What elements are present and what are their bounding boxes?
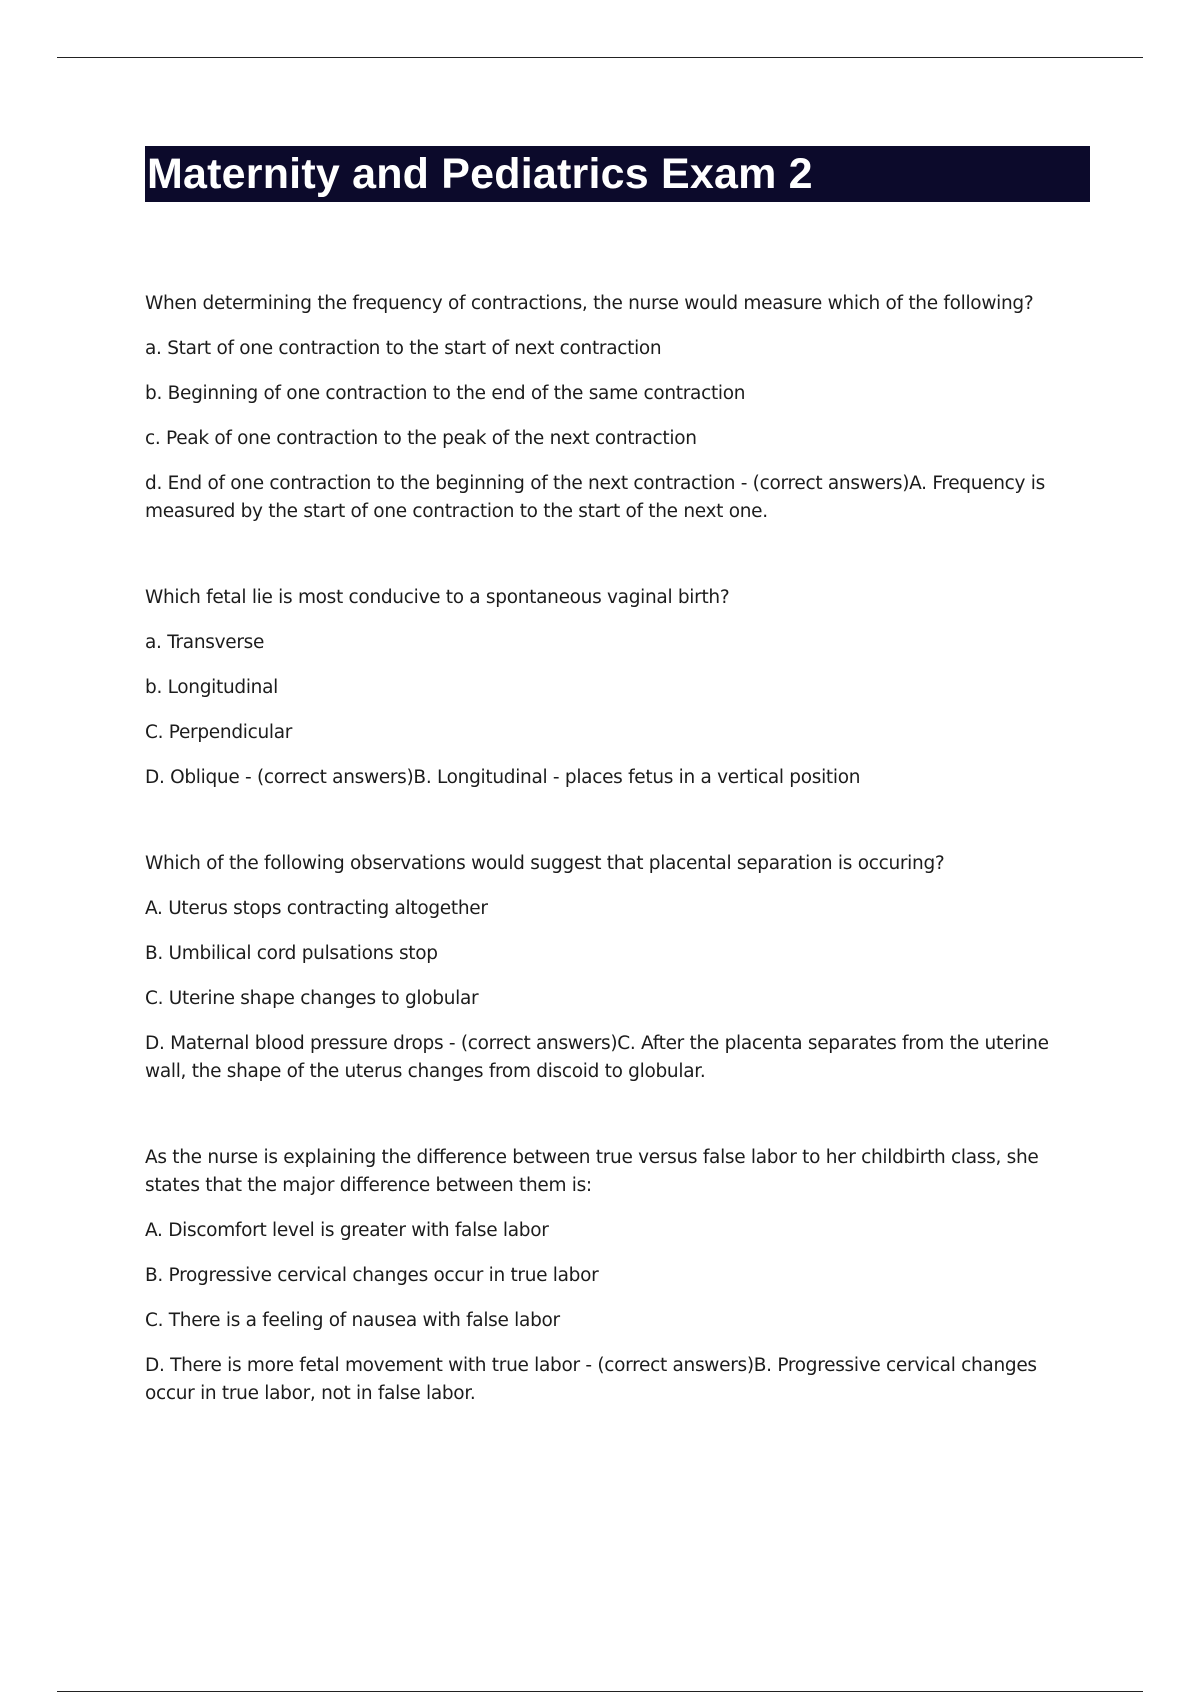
answer-option: b. Beginning of one contraction to the end of the same contraction	[145, 383, 746, 404]
answer-option: A. Discomfort level is greater with false labor	[145, 1220, 549, 1241]
document-title: Maternity and Pediatrics Exam 2	[147, 149, 813, 198]
answer-option: a. Start of one contraction to the start of next contraction	[145, 338, 662, 359]
answer-option: B. Umbilical cord pulsations stop	[145, 943, 438, 964]
question-block	[145, 850, 1090, 1086]
answer-option-with-rationale: D. Oblique - (correct answers)B. Longitudinal - places fetus in a vertical position	[145, 767, 861, 788]
answer-option-with-rationale: D. There is more fetal movement with true labor - (correct answers)B. Progressive cervical changes occur in true labor, not in false labor.	[145, 1355, 1037, 1404]
answer-option: b. Longitudinal	[145, 677, 278, 698]
answer-option-with-rationale: D. Maternal blood pressure drops - (correct answers)C. After the placenta separates from the uterine wall, the shape of the uterus changes from discoid to globular.	[145, 1033, 1049, 1082]
title-banner	[145, 146, 1090, 202]
page-content	[145, 146, 1090, 1466]
question-block	[145, 584, 1090, 792]
answer-option: C. Uterine shape changes to globular	[145, 988, 479, 1009]
bottom-rule	[57, 1691, 1143, 1692]
answer-option: C. Perpendicular	[145, 722, 293, 743]
question-prompt: Which of the following observations would suggest that placental separation is occuring?	[145, 853, 945, 874]
answer-option: A. Uterus stops contracting altogether	[145, 898, 488, 919]
top-rule	[57, 57, 1143, 58]
question-prompt: Which fetal lie is most conducive to a spontaneous vaginal birth?	[145, 587, 730, 608]
answer-option: c. Peak of one contraction to the peak of the next contraction	[145, 428, 697, 449]
question-block	[145, 1144, 1090, 1408]
answer-option-with-rationale: d. End of one contraction to the beginning of the next contraction - (correct answers)A. Frequency is measured by the start of one contraction to the start of the next one.	[145, 473, 1045, 522]
answer-option: C. There is a feeling of nausea with false labor	[145, 1310, 560, 1331]
answer-option: B. Progressive cervical changes occur in true labor	[145, 1265, 599, 1286]
question-list	[145, 290, 1090, 1408]
question-prompt: When determining the frequency of contractions, the nurse would measure which of the following?	[145, 293, 1034, 314]
answer-option: a. Transverse	[145, 632, 265, 653]
question-prompt: As the nurse is explaining the difference between true versus false labor to her childbirth class, she states that the major difference between them is:	[145, 1147, 1039, 1196]
question-block	[145, 290, 1090, 526]
